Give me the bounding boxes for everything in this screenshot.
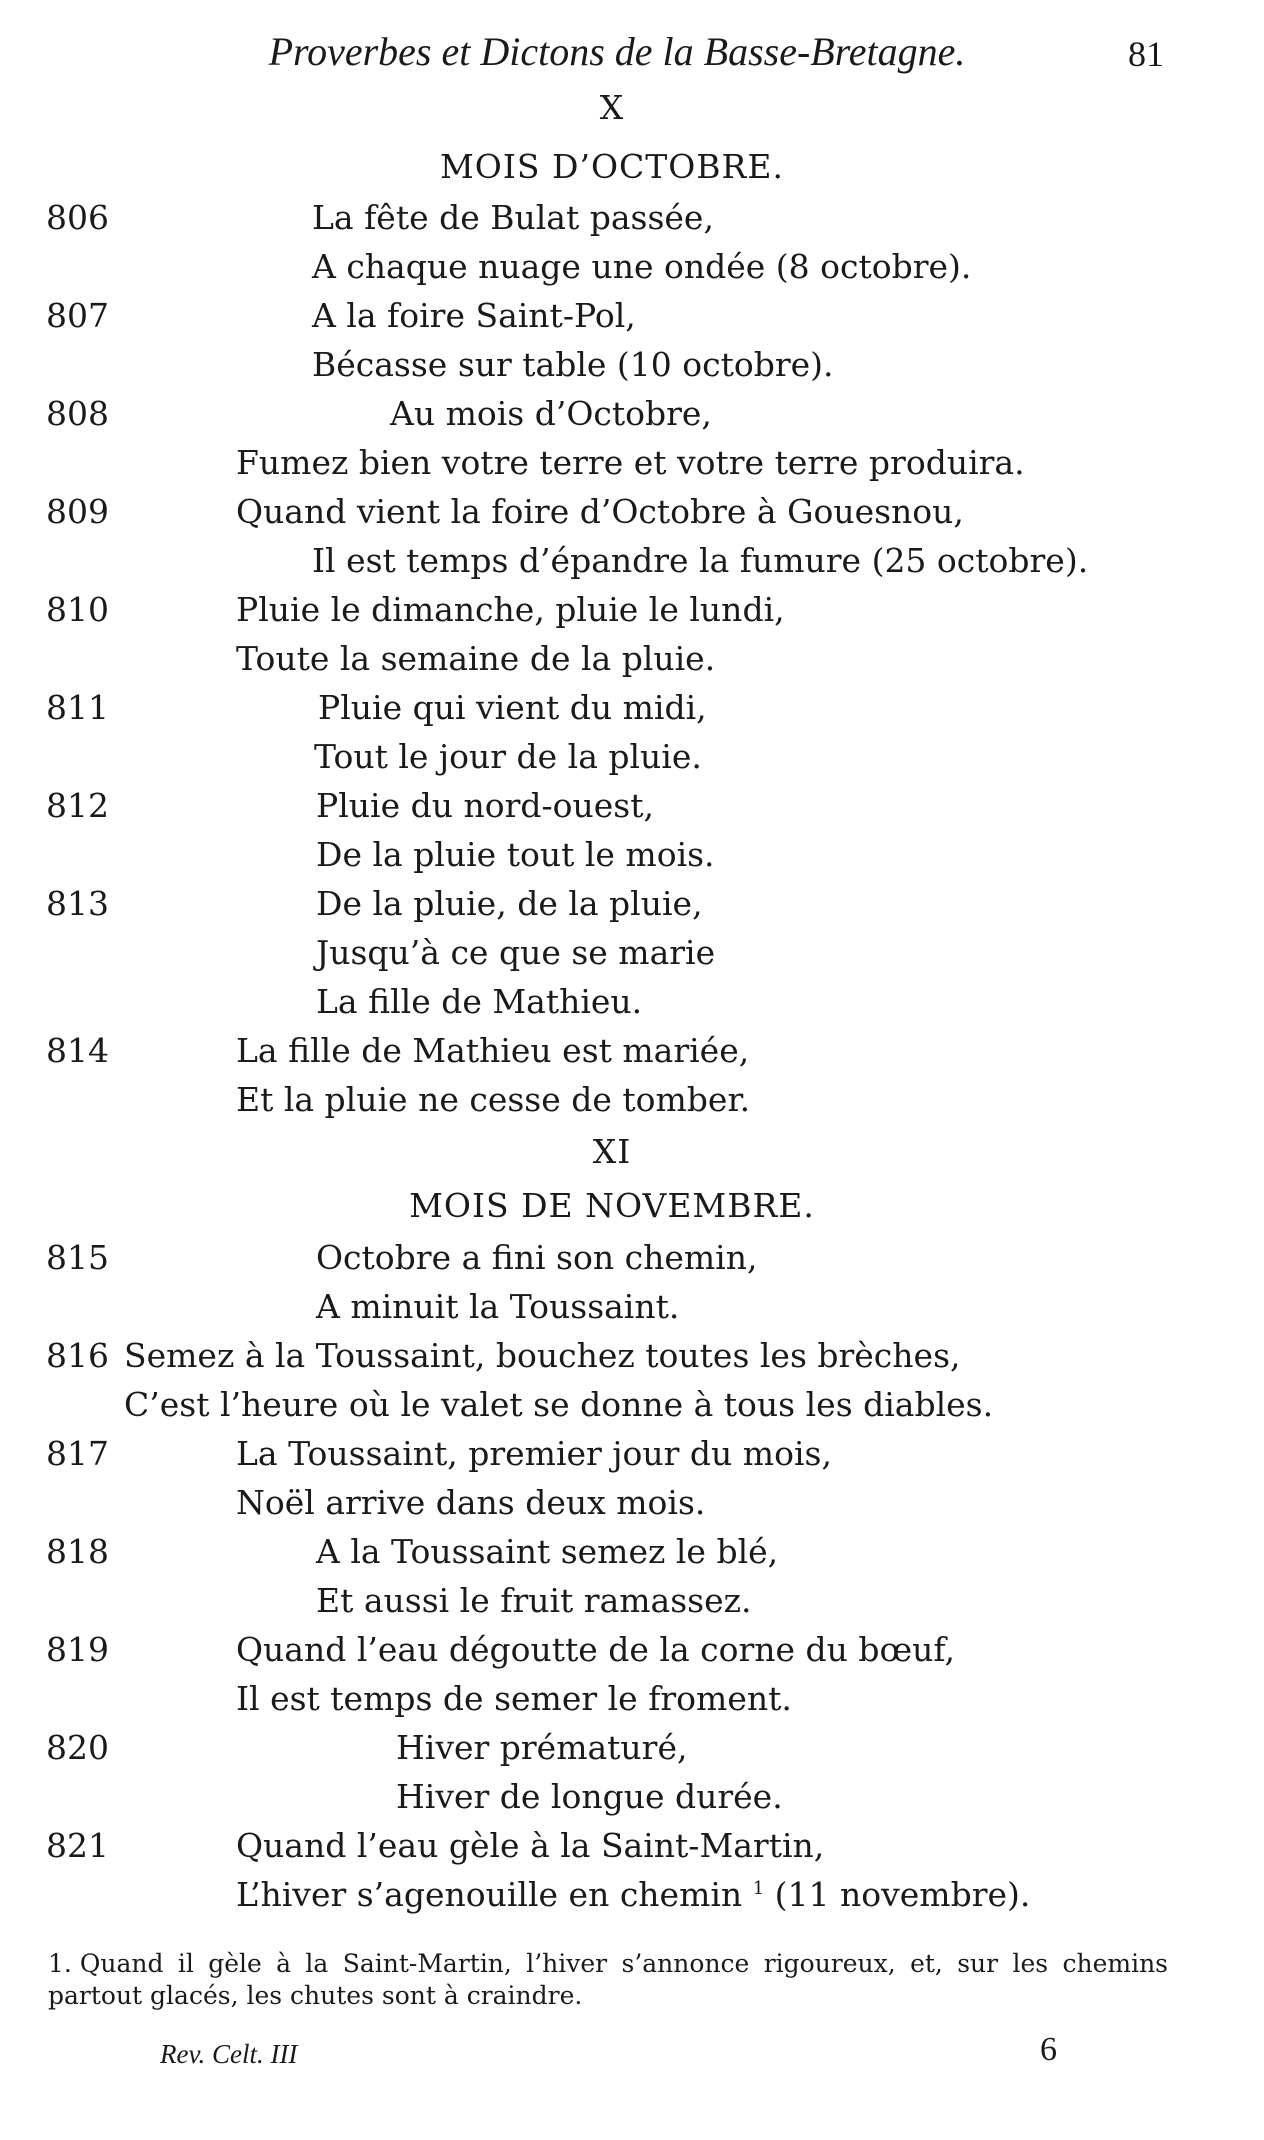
proverb-line: Il est temps de semer le froment. [236, 1679, 792, 1718]
proverb-line: (11 novembre). [774, 1875, 1031, 1914]
footnote-marker: 1. [48, 1949, 72, 1978]
proverb-line: Quand l’eau gèle à la Saint-Martin, [236, 1826, 825, 1865]
proverb-line: Fumez bien votre terre et votre terre produira. [236, 443, 1025, 482]
proverb-line: Octobre a fini son chemin, [316, 1238, 758, 1277]
section-heading: MOIS D’OCTOBRE. [440, 147, 784, 186]
proverb-number: 817 [46, 1434, 109, 1473]
proverb-line: De la pluie tout le mois. [316, 835, 715, 874]
proverb-number: 808 [46, 394, 109, 433]
proverb-number: 820 [46, 1728, 109, 1767]
proverb-number: 813 [46, 884, 109, 923]
proverb-line: La fille de Mathieu est mariée, [236, 1031, 750, 1070]
footnote [48, 1948, 1168, 2012]
section-numeral: XI [592, 1132, 632, 1171]
proverb-line: Quand vient la foire d’Octobre à Gouesnou, [236, 492, 964, 531]
proverb-line: Semez à la Toussaint, bouchez toutes les brèches, [124, 1336, 961, 1375]
proverb-line: A minuit la Toussaint. [316, 1287, 680, 1326]
proverb-number: 811 [46, 688, 109, 727]
proverb-line: Jusqu’à ce que se marie [316, 933, 716, 972]
proverb-number: 812 [46, 786, 109, 825]
proverb-number: 818 [46, 1532, 109, 1571]
footnote-text: Quand il gèle à la Saint-Martin, l’hiver s’annonce rigoureux, et, sur les chemins partout glacés, les chutes sont à craindre. [48, 1949, 1168, 2010]
proverb-number: 810 [46, 590, 109, 629]
proverb-number: 809 [46, 492, 109, 531]
proverb-line: Pluie du nord-ouest, [316, 786, 654, 825]
proverb-number: 816 [46, 1336, 109, 1375]
proverb-line: Hiver de longue durée. [396, 1777, 783, 1816]
proverb-line: Noël arrive dans deux mois. [236, 1483, 706, 1522]
proverb-line: Toute la semaine de la pluie. [236, 639, 716, 678]
proverb-line: Bécasse sur table (10 octobre). [312, 345, 834, 384]
proverb-line: La fête de Bulat passée, [312, 198, 714, 237]
proverb-number: 821 [46, 1826, 109, 1865]
running-title: Proverbes et Dictons de la Basse-Bretagne. [268, 29, 966, 74]
proverb-number: 807 [46, 296, 109, 335]
proverb-line: Et la pluie ne cesse de tomber. [236, 1080, 751, 1119]
proverb-number: 819 [46, 1630, 109, 1669]
proverb-line: Pluie qui vient du midi, [318, 688, 707, 727]
page-number: 81 [1128, 34, 1164, 74]
proverb-line: Hiver prématuré, [396, 1728, 688, 1767]
proverb-line: L’hiver s’agenouille en chemin [236, 1875, 743, 1914]
proverb-line: Et aussi le fruit ramassez. [316, 1581, 752, 1620]
section-heading: MOIS DE NOVEMBRE. [409, 1186, 815, 1225]
proverb-line: A chaque nuage une ondée (8 octobre). [312, 247, 972, 286]
proverb-line: Pluie le dimanche, pluie le lundi, [236, 590, 785, 629]
proverb-line: Quand l’eau dégoutte de la corne du bœuf, [236, 1630, 955, 1669]
proverb-number: 815 [46, 1238, 109, 1277]
proverb-line: C’est l’heure où le valet se donne à tous les diables. [124, 1385, 994, 1424]
proverb-line: De la pluie, de la pluie, [316, 884, 703, 923]
sheet-number: 6 [1040, 2031, 1057, 2068]
proverb-line: Au mois d’Octobre, [390, 394, 712, 433]
section-numeral: X [599, 88, 625, 127]
proverb-number: 806 [46, 198, 109, 237]
footnote-reference: 1 [752, 1878, 765, 1899]
proverb-line: La Toussaint, premier jour du mois, [236, 1434, 832, 1473]
proverb-line: A la Toussaint semez le blé, [316, 1532, 779, 1571]
signature-mark: Rev. Celt. III [160, 2039, 298, 2069]
proverb-number: 814 [46, 1031, 109, 1070]
proverb-line: Il est temps d’épandre la fumure (25 octobre). [312, 541, 1089, 580]
proverb-line: A la foire Saint-Pol, [312, 296, 636, 335]
proverb-line-with-footnote [236, 1873, 1030, 1917]
proverb-line: Tout le jour de la pluie. [314, 737, 702, 776]
proverb-line: La fille de Mathieu. [316, 982, 643, 1021]
